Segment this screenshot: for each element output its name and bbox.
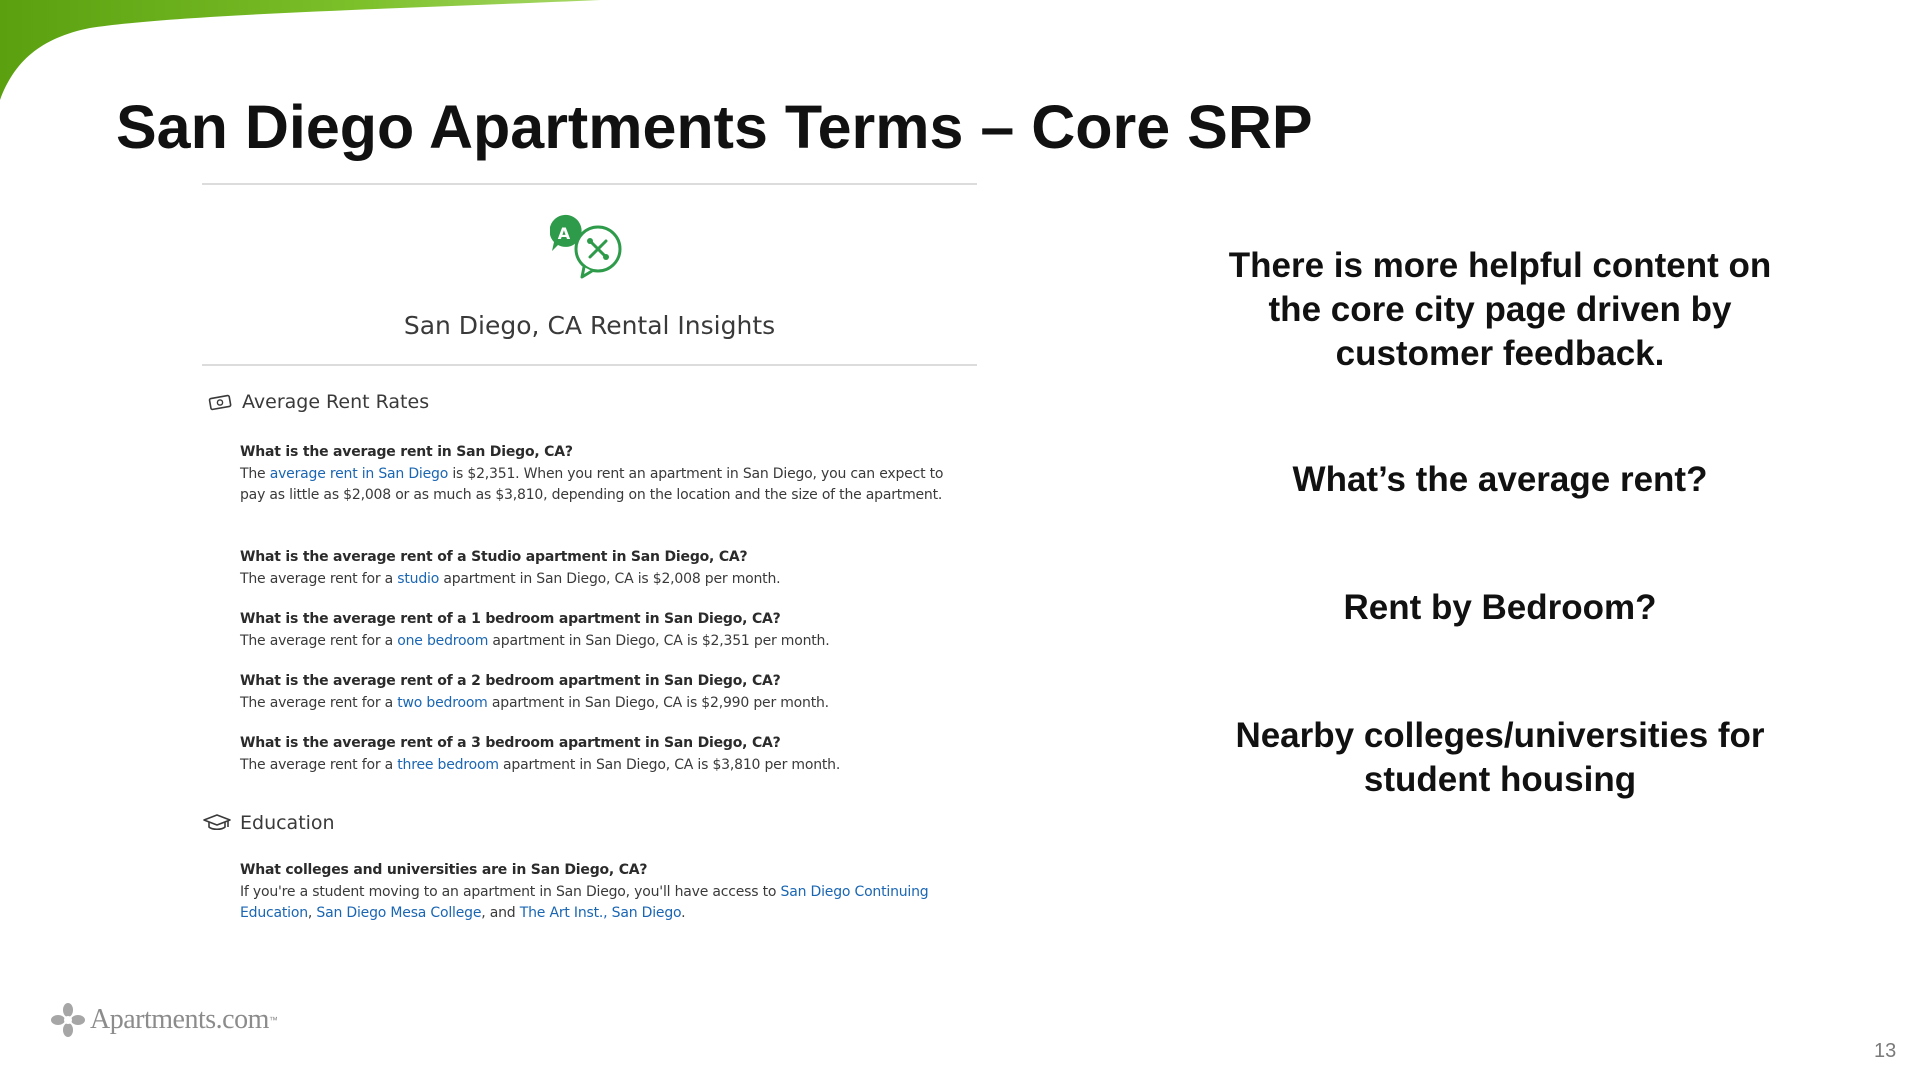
svg-text:A: A: [557, 224, 571, 243]
average-rent-link[interactable]: average rent in San Diego: [269, 465, 449, 482]
rental-insights-heading: San Diego, CA Rental Insights: [403, 311, 776, 340]
apartments-logo: [50, 1002, 278, 1038]
rent-qa-item: [240, 442, 970, 507]
rent-answer: [240, 693, 970, 715]
answer-text: The average rent for a: [240, 756, 398, 773]
graduation-cap-icon: [202, 813, 232, 833]
answer-text: The average rent for a: [240, 632, 398, 649]
rent-question: What is the average rent of a 3 bedroom apartment in San Diego, CA?: [240, 735, 781, 751]
point-helpful-content: There is more helpful content on the core city page driven by customer feedback.: [1228, 246, 1772, 373]
answer-text: The average rent for a: [240, 570, 398, 587]
rent-question: What is the average rent of a 2 bedroom apartment in San Diego, CA?: [240, 673, 781, 689]
apartments-flower-icon: [50, 1002, 86, 1038]
education-answer: [240, 882, 970, 925]
money-icon: [208, 393, 234, 411]
continuing-education-link[interactable]: San Diego Continuing Education: [240, 883, 929, 921]
answer-text: apartment in San Diego, CA is $3,810 per month.: [498, 756, 841, 773]
answer-text: If you're a student moving to an apartment in San Diego, you'll have access to: [240, 883, 781, 900]
two-bedroom-link[interactable]: two bedroom: [397, 694, 488, 711]
rent-answer: [240, 631, 970, 653]
trademark-mark: ™: [268, 1015, 278, 1025]
rental-insights-screenshot: [202, 183, 977, 943]
answer-text: ,: [307, 905, 317, 921]
rent-answer: [240, 464, 970, 507]
point-colleges: Nearby colleges/universities for student housing: [1235, 716, 1765, 799]
rent-answer: [240, 569, 970, 591]
divider-top: [202, 183, 977, 185]
rental-insights-icon: [550, 213, 626, 285]
rent-qa-item: [240, 609, 970, 652]
rent-qa-item: [240, 733, 970, 776]
point-average-rent: What’s the average rent?: [1292, 460, 1708, 499]
answer-text: The average rent for a: [240, 694, 398, 711]
studio-link[interactable]: studio: [397, 570, 440, 587]
slide-title: San Diego Apartments Terms – Core SRP: [116, 93, 1313, 161]
one-bedroom-link[interactable]: one bedroom: [397, 632, 489, 649]
answer-text: , and: [481, 905, 520, 921]
rent-qa-item: [240, 547, 970, 590]
average-rent-section-label: Average Rent Rates: [242, 391, 430, 413]
rent-question: What is the average rent of a Studio apartment in San Diego, CA?: [240, 549, 748, 565]
rent-question: What is the average rent of a 1 bedroom apartment in San Diego, CA?: [240, 611, 781, 627]
rent-answer: [240, 755, 970, 777]
answer-text: .: [681, 905, 686, 921]
page-number: 13: [1874, 1040, 1897, 1062]
three-bedroom-link[interactable]: three bedroom: [397, 756, 499, 773]
divider-mid: [202, 364, 977, 366]
point-rent-by-bedroom: Rent by Bedroom?: [1343, 588, 1657, 627]
answer-text: apartment in San Diego, CA is $2,351 per month.: [488, 632, 830, 649]
apartments-logo-text: Apartments.com: [90, 1004, 269, 1035]
answer-text: The: [240, 465, 270, 482]
mesa-college-link[interactable]: San Diego Mesa College: [316, 905, 482, 921]
answer-text: apartment in San Diego, CA is $2,008 per month.: [439, 570, 781, 587]
education-section-header: [202, 812, 335, 834]
rent-question: What is the average rent in San Diego, CA?: [240, 444, 573, 460]
average-rent-section-header: [208, 391, 429, 413]
rent-qa-item: [240, 671, 970, 714]
education-section-label: Education: [240, 812, 335, 834]
education-question: What colleges and universities are in San Diego, CA?: [240, 862, 648, 878]
answer-text: is $2,351. When you rent an apartment in San Diego, you can expect to pay as little as $2,008 or as much as $3,810, depending on the location and the size of the apartment.: [240, 465, 944, 503]
art-institute-link[interactable]: The Art Inst., San Diego: [519, 905, 682, 921]
answer-text: apartment in San Diego, CA is $2,990 per month.: [487, 694, 829, 711]
education-qa-item: [240, 860, 970, 925]
